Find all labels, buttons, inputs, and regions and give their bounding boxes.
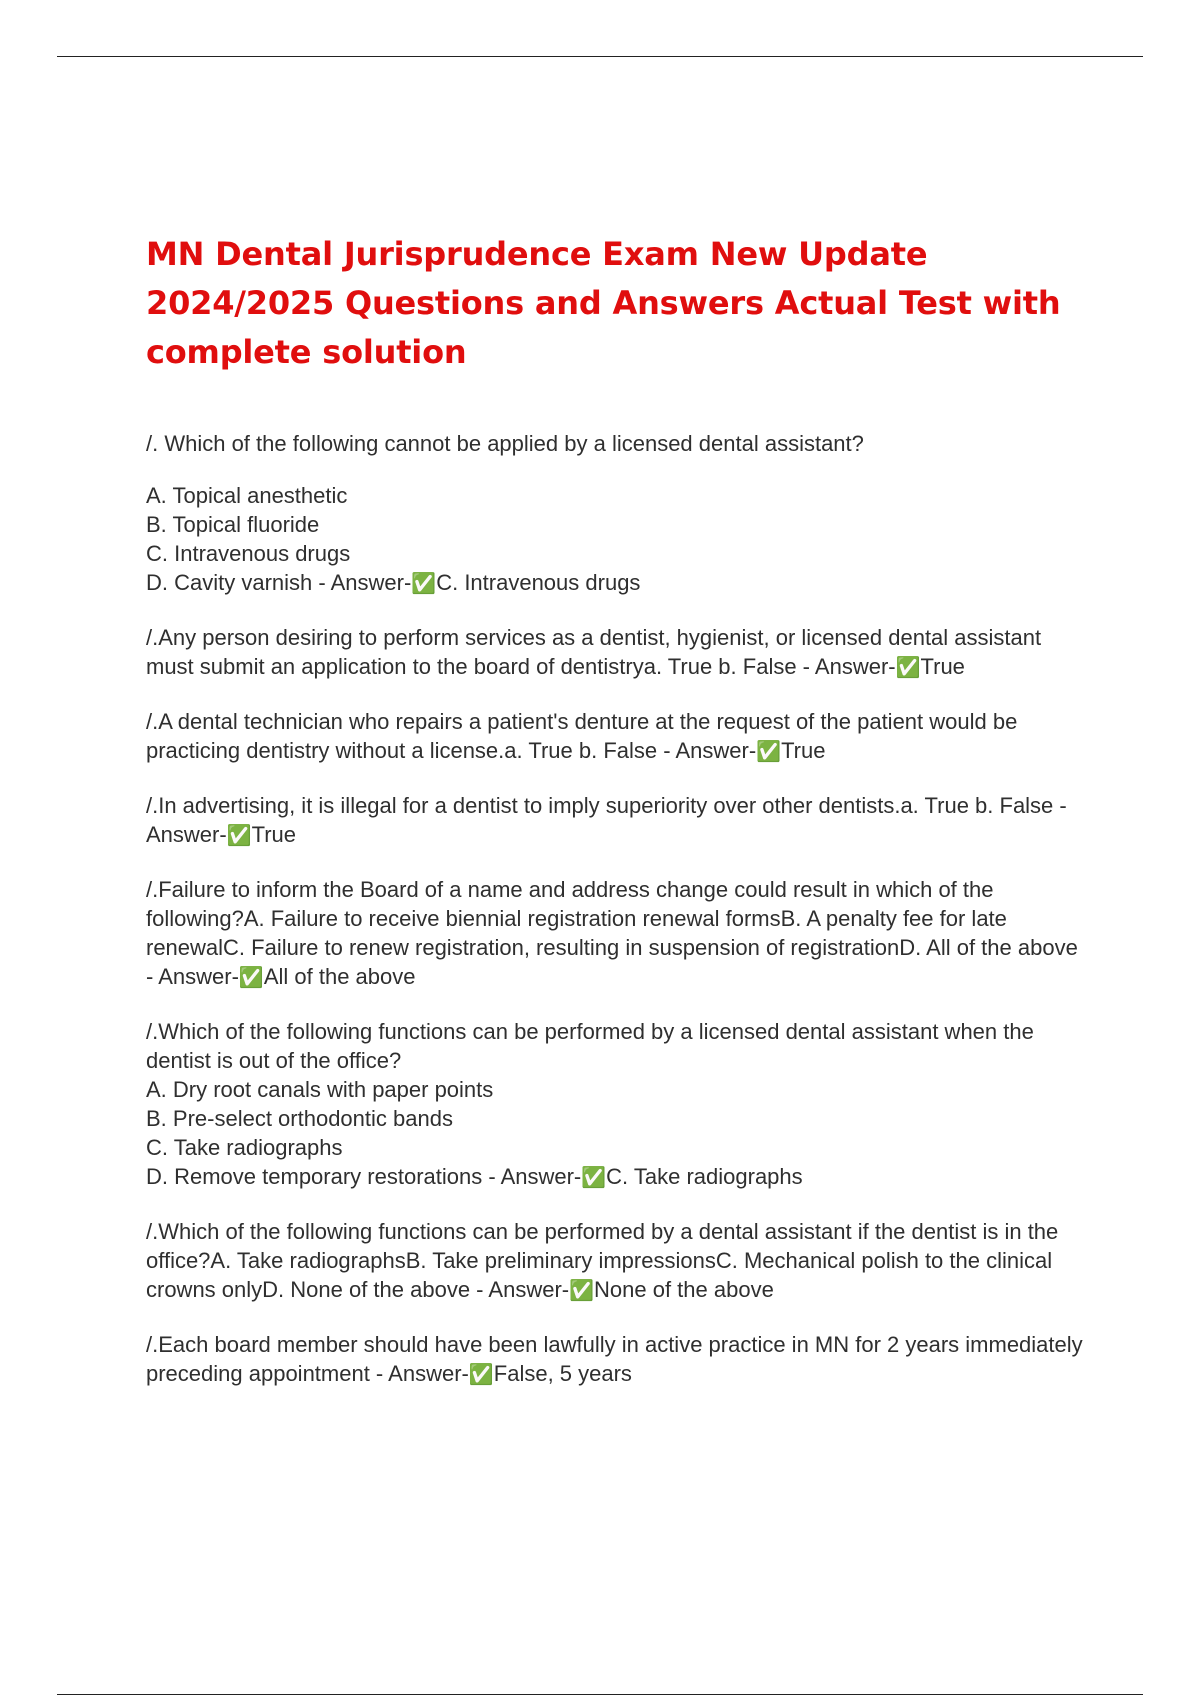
question-text: /.Failure to inform the Board of a name and address change could result in which of the following?A. Failure to receive biennial registration renewal formsB. A penalty fee for late renewalC. Failure to renew registration, resulting in suspension of registrationD. All of the above - Answer- — [146, 877, 1078, 989]
answer-text: True — [781, 738, 826, 763]
bottom-rule — [57, 1694, 1143, 1695]
check-icon: ✅ — [411, 573, 437, 595]
question-text: /.Which of the following functions can be performed by a licensed dental assistant when the dentist is out of the office? — [146, 1019, 1034, 1073]
qa-item — [146, 1017, 1086, 1193]
question-text: /.In advertising, it is illegal for a dentist to imply superiority over other dentists.a. True b. False - Answer- — [146, 793, 1067, 847]
answer-text: True — [920, 654, 965, 679]
answer-text: All of the above — [263, 964, 416, 989]
option-c: C. Intravenous drugs — [146, 541, 351, 566]
qa-item — [146, 1330, 1086, 1390]
check-icon: ✅ — [581, 1167, 607, 1189]
question-text: /.A dental technician who repairs a patient's denture at the request of the patient would be practicing dentistry without a license.a. True b. False - Answer- — [146, 709, 1018, 763]
question-text: /. Which of the following cannot be applied by a licensed dental assistant? — [146, 431, 864, 456]
option-d-with-answer: D. Remove temporary restorations - Answer- — [146, 1164, 582, 1189]
answer-text: C. Take radiographs — [606, 1164, 803, 1189]
answer-text: False, 5 years — [493, 1361, 632, 1386]
top-rule — [57, 56, 1143, 57]
option-c: C. Take radiographs — [146, 1135, 343, 1160]
option-d-with-answer: D. Cavity varnish - Answer- — [146, 570, 412, 595]
question-text: /.Any person desiring to perform services as a dentist, hygienist, or licensed dental assistant must submit an application to the board of dentistrya. True b. False - Answer- — [146, 625, 1042, 679]
answer-text: C. Intravenous drugs — [436, 570, 641, 595]
check-icon: ✅ — [756, 741, 782, 763]
option-b: B. Pre-select orthodontic bands — [146, 1106, 453, 1131]
question-text: /.Each board member should have been lawfully in active practice in MN for 2 years immediately preceding appointment - Answer- — [146, 1332, 1083, 1386]
qa-item — [146, 707, 1086, 767]
check-icon: ✅ — [238, 967, 264, 989]
answer-text: True — [251, 822, 297, 847]
option-b: B. Topical fluoride — [146, 512, 320, 537]
check-icon: ✅ — [895, 657, 921, 679]
check-icon: ✅ — [468, 1364, 494, 1386]
option-a: A. Dry root canals with paper points — [146, 1077, 494, 1102]
document-body — [146, 230, 1086, 1414]
answer-text: None of the above — [594, 1277, 774, 1302]
qa-item — [146, 791, 1086, 851]
check-icon: ✅ — [569, 1280, 594, 1302]
check-icon: ✅ — [226, 825, 252, 847]
qa-item — [146, 875, 1086, 993]
option-a: A. Topical anesthetic — [146, 483, 348, 508]
qa-item — [146, 429, 1086, 599]
document-title: MN Dental Jurisprudence Exam New Update 2024/2025 Questions and Answers Actual Test with complete solution — [146, 235, 1061, 371]
question-text: /.Which of the following functions can be performed by a dental assistant if the dentist is in the office?A. Take radiographsB. Take preliminary impressionsC. Mechanical polish to the clinical crowns onlyD. None of the above - Answer- — [146, 1219, 1059, 1302]
qa-item — [146, 623, 1086, 683]
qa-item — [146, 1217, 1086, 1306]
